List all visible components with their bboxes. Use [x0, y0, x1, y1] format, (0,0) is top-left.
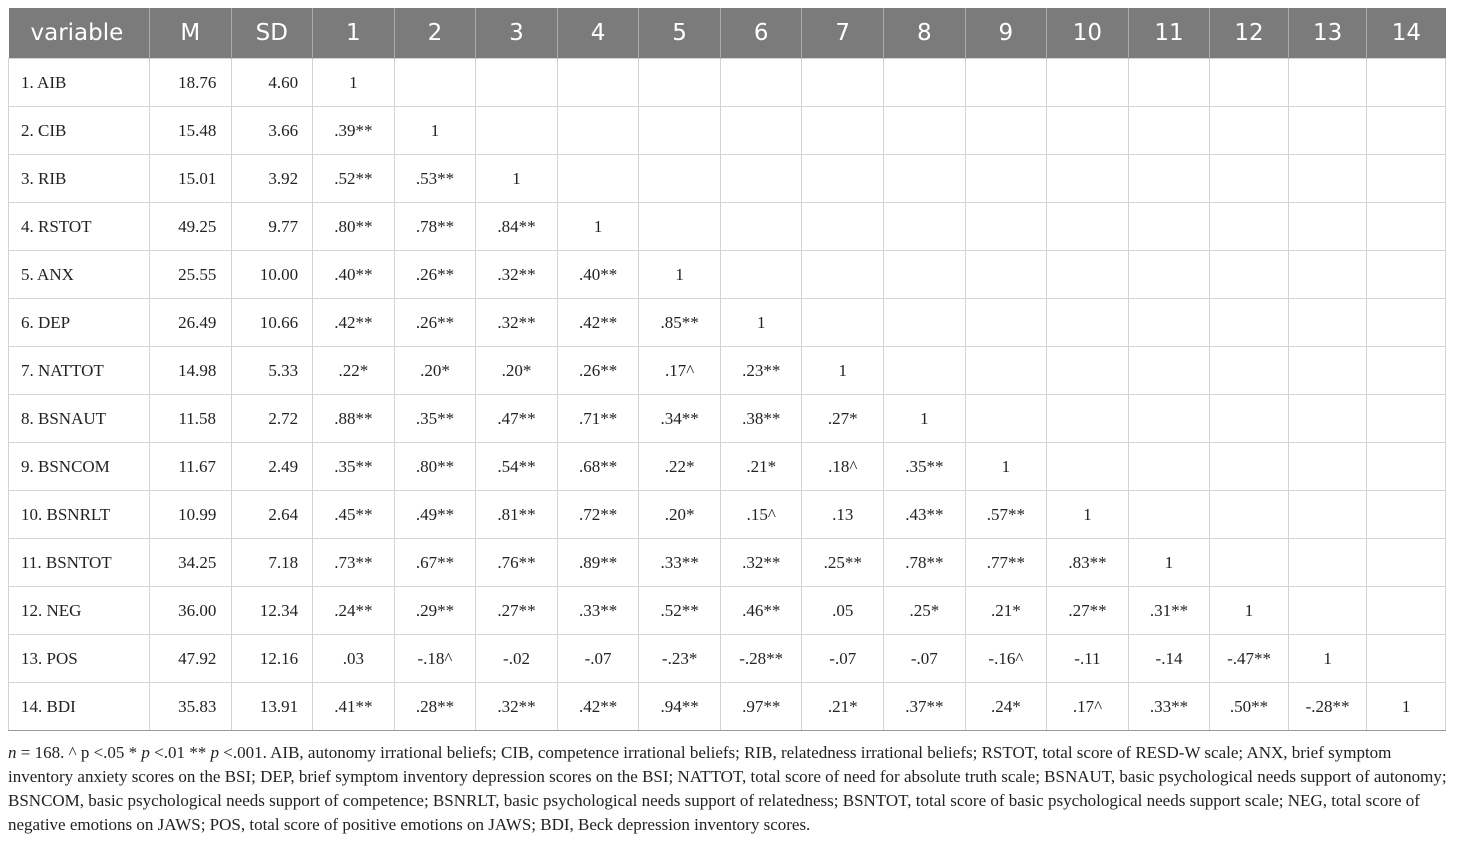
correlation-cell — [802, 107, 884, 155]
correlation-cell: 1 — [394, 107, 476, 155]
sd-cell: 13.91 — [231, 683, 313, 731]
correlation-cell — [1128, 347, 1210, 395]
correlation-cell: .78** — [884, 539, 966, 587]
table-row — [9, 203, 1446, 251]
correlation-cell: .27* — [802, 395, 884, 443]
sd-cell: 3.66 — [231, 107, 313, 155]
correlation-cell: .81** — [476, 491, 558, 539]
correlation-cell — [476, 59, 558, 107]
correlation-cell: .22* — [639, 443, 721, 491]
correlation-cell: -.07 — [802, 635, 884, 683]
correlation-cell — [884, 59, 966, 107]
variable-cell: 13. POS — [9, 635, 150, 683]
correlation-cell: .78** — [394, 203, 476, 251]
variable-cell: 4. RSTOT — [9, 203, 150, 251]
correlation-cell — [1288, 107, 1367, 155]
correlation-cell: .25** — [802, 539, 884, 587]
correlation-cell: .26** — [394, 251, 476, 299]
correlation-cell — [965, 347, 1047, 395]
correlation-cell: .42** — [557, 683, 639, 731]
variable-cell: 8. BSNAUT — [9, 395, 150, 443]
note-text-1: <.01 ** — [149, 743, 211, 762]
correlation-cell — [639, 107, 721, 155]
correlation-cell: .32** — [720, 539, 802, 587]
correlation-cell — [1047, 443, 1129, 491]
correlation-cell — [720, 251, 802, 299]
correlation-cell — [1367, 635, 1446, 683]
variable-cell: 2. CIB — [9, 107, 150, 155]
correlation-cell: .42** — [557, 299, 639, 347]
correlation-cell: .39** — [313, 107, 395, 155]
correlation-cell: .52** — [313, 155, 395, 203]
mean-cell: 49.25 — [149, 203, 231, 251]
variable-cell: 9. BSNCOM — [9, 443, 150, 491]
table-row — [9, 155, 1446, 203]
mean-cell: 14.98 — [149, 347, 231, 395]
correlation-cell: -.28** — [720, 635, 802, 683]
column-header: SD — [231, 8, 313, 59]
correlation-cell: .32** — [476, 251, 558, 299]
correlation-cell: .42** — [313, 299, 395, 347]
correlation-cell — [1288, 155, 1367, 203]
mean-cell: 15.48 — [149, 107, 231, 155]
mean-cell: 34.25 — [149, 539, 231, 587]
column-header: 3 — [476, 8, 558, 59]
correlation-cell — [802, 299, 884, 347]
correlation-cell — [1210, 155, 1289, 203]
column-header: 8 — [884, 8, 966, 59]
correlation-cell: .40** — [557, 251, 639, 299]
correlation-table — [8, 8, 1446, 731]
correlation-cell: .13 — [802, 491, 884, 539]
correlation-cell: .33** — [557, 587, 639, 635]
correlation-cell — [1210, 59, 1289, 107]
correlation-cell — [1210, 443, 1289, 491]
variable-cell: 6. DEP — [9, 299, 150, 347]
correlation-cell: .68** — [557, 443, 639, 491]
correlation-cell — [1288, 539, 1367, 587]
sd-cell: 2.49 — [231, 443, 313, 491]
correlation-cell: -.07 — [557, 635, 639, 683]
correlation-cell — [639, 155, 721, 203]
correlation-cell — [802, 59, 884, 107]
correlation-cell: .20* — [394, 347, 476, 395]
correlation-cell: 1 — [557, 203, 639, 251]
correlation-cell — [1367, 491, 1446, 539]
correlation-cell — [965, 203, 1047, 251]
note-text-2: <.001. AIB, autonomy irrational beliefs; CIB, competence irrational beliefs; RIB, relatedness irrational beliefs; RSTOT, total score of RESD-W scale; ANX, brief symptom inventory anxiety scores on the BSI; DEP, brief symptom inventory depression scores on the BSI; NATTOT, total score of need for absolute truth scale; BSNAUT, basic psychological needs support of autonomy; BSNCOM, basic psychological needs support of competence; BSNRLT, basic psychological needs support of relatedness; BSNTOT, total score of basic psychological needs support scale; NEG, total score of negative emotions on JAWS; POS, total score of positive emotions on JAWS; BDI, Beck depression inventory scores. — [8, 743, 1447, 834]
correlation-cell — [1288, 347, 1367, 395]
correlation-cell — [557, 155, 639, 203]
correlation-cell: .31** — [1128, 587, 1210, 635]
variable-cell: 7. NATTOT — [9, 347, 150, 395]
correlation-cell — [965, 59, 1047, 107]
correlation-cell — [1210, 347, 1289, 395]
table-row — [9, 251, 1446, 299]
correlation-cell — [965, 155, 1047, 203]
sd-cell: 5.33 — [231, 347, 313, 395]
correlation-cell — [1367, 107, 1446, 155]
correlation-cell — [965, 395, 1047, 443]
correlation-cell — [802, 203, 884, 251]
correlation-cell — [639, 203, 721, 251]
correlation-cell — [1128, 59, 1210, 107]
correlation-cell — [884, 203, 966, 251]
correlation-cell — [1288, 443, 1367, 491]
correlation-cell: 1 — [1047, 491, 1129, 539]
sd-cell: 3.92 — [231, 155, 313, 203]
mean-cell: 26.49 — [149, 299, 231, 347]
correlation-cell: 1 — [639, 251, 721, 299]
correlation-cell: 1 — [965, 443, 1047, 491]
table-body — [9, 59, 1446, 731]
mean-cell: 47.92 — [149, 635, 231, 683]
correlation-cell — [1128, 107, 1210, 155]
column-header: 6 — [720, 8, 802, 59]
table-row — [9, 683, 1446, 731]
correlation-cell — [557, 107, 639, 155]
correlation-cell: .84** — [476, 203, 558, 251]
correlation-cell — [1047, 347, 1129, 395]
correlation-cell: .76** — [476, 539, 558, 587]
correlation-cell: .26** — [394, 299, 476, 347]
correlation-cell: .85** — [639, 299, 721, 347]
correlation-cell — [1367, 59, 1446, 107]
correlation-cell — [1210, 251, 1289, 299]
correlation-cell — [1367, 299, 1446, 347]
correlation-cell: .34** — [639, 395, 721, 443]
correlation-cell: .37** — [884, 683, 966, 731]
table-row — [9, 107, 1446, 155]
correlation-cell — [1047, 203, 1129, 251]
correlation-cell — [1288, 203, 1367, 251]
correlation-cell: .57** — [965, 491, 1047, 539]
correlation-cell — [1367, 347, 1446, 395]
column-header: 7 — [802, 8, 884, 59]
correlation-cell: .28** — [394, 683, 476, 731]
sd-cell: 10.00 — [231, 251, 313, 299]
sd-cell: 7.18 — [231, 539, 313, 587]
correlation-cell: 1 — [720, 299, 802, 347]
correlation-cell — [884, 155, 966, 203]
correlation-cell: .83** — [1047, 539, 1129, 587]
correlation-cell — [1367, 587, 1446, 635]
correlation-cell: .29** — [394, 587, 476, 635]
sd-cell: 12.16 — [231, 635, 313, 683]
correlation-cell: 1 — [1210, 587, 1289, 635]
table-row — [9, 539, 1446, 587]
correlation-cell: .38** — [720, 395, 802, 443]
variable-cell: 1. AIB — [9, 59, 150, 107]
correlation-cell: .72** — [557, 491, 639, 539]
correlation-cell: .25* — [884, 587, 966, 635]
correlation-cell: .46** — [720, 587, 802, 635]
correlation-cell: .32** — [476, 683, 558, 731]
mean-cell: 10.99 — [149, 491, 231, 539]
correlation-cell: .35** — [884, 443, 966, 491]
correlation-cell — [1128, 155, 1210, 203]
correlation-cell — [965, 299, 1047, 347]
correlation-cell — [1128, 491, 1210, 539]
table-row — [9, 443, 1446, 491]
correlation-cell — [884, 299, 966, 347]
correlation-cell: .53** — [394, 155, 476, 203]
correlation-cell: .18^ — [802, 443, 884, 491]
note-p1: p — [141, 743, 150, 762]
mean-cell: 35.83 — [149, 683, 231, 731]
column-header: 2 — [394, 8, 476, 59]
correlation-cell: .88** — [313, 395, 395, 443]
correlation-cell: .67** — [394, 539, 476, 587]
correlation-cell: 1 — [476, 155, 558, 203]
correlation-cell: .33** — [639, 539, 721, 587]
correlation-cell: .43** — [884, 491, 966, 539]
correlation-cell: .24** — [313, 587, 395, 635]
correlation-cell — [965, 251, 1047, 299]
correlation-cell — [1367, 203, 1446, 251]
correlation-cell: .73** — [313, 539, 395, 587]
correlation-cell — [802, 155, 884, 203]
correlation-cell: .27** — [1047, 587, 1129, 635]
correlation-cell — [1128, 299, 1210, 347]
correlation-cell: .33** — [1128, 683, 1210, 731]
correlation-cell: .21* — [802, 683, 884, 731]
mean-cell: 18.76 — [149, 59, 231, 107]
mean-cell: 11.67 — [149, 443, 231, 491]
column-header: 12 — [1210, 8, 1289, 59]
correlation-cell — [1367, 395, 1446, 443]
variable-cell: 3. RIB — [9, 155, 150, 203]
column-header: 11 — [1128, 8, 1210, 59]
correlation-cell — [1210, 395, 1289, 443]
correlation-cell — [1047, 395, 1129, 443]
correlation-cell: .97** — [720, 683, 802, 731]
table-row — [9, 635, 1446, 683]
correlation-cell: 1 — [1288, 635, 1367, 683]
column-header: 10 — [1047, 8, 1129, 59]
table-row — [9, 299, 1446, 347]
correlation-cell — [720, 155, 802, 203]
correlation-cell: .80** — [313, 203, 395, 251]
correlation-cell — [1288, 251, 1367, 299]
variable-cell: 14. BDI — [9, 683, 150, 731]
correlation-cell — [1128, 203, 1210, 251]
correlation-cell — [884, 347, 966, 395]
column-header: 14 — [1367, 8, 1446, 59]
correlation-cell: 1 — [313, 59, 395, 107]
correlation-cell: 1 — [884, 395, 966, 443]
correlation-cell: -.47** — [1210, 635, 1289, 683]
correlation-cell — [1288, 299, 1367, 347]
correlation-cell: .94** — [639, 683, 721, 731]
correlation-cell — [1128, 251, 1210, 299]
correlation-cell — [884, 251, 966, 299]
correlation-cell — [1210, 539, 1289, 587]
correlation-cell: .15^ — [720, 491, 802, 539]
sd-cell: 12.34 — [231, 587, 313, 635]
column-header: 1 — [313, 8, 395, 59]
correlation-cell: .20* — [639, 491, 721, 539]
table-row — [9, 587, 1446, 635]
correlation-cell: .49** — [394, 491, 476, 539]
correlation-cell: .22* — [313, 347, 395, 395]
correlation-cell — [1047, 155, 1129, 203]
sd-cell: 4.60 — [231, 59, 313, 107]
table-row — [9, 59, 1446, 107]
sd-cell: 9.77 — [231, 203, 313, 251]
correlation-cell: .52** — [639, 587, 721, 635]
correlation-cell: .41** — [313, 683, 395, 731]
correlation-cell: .54** — [476, 443, 558, 491]
correlation-table-container — [8, 8, 1446, 731]
correlation-cell — [1128, 395, 1210, 443]
correlation-cell: .32** — [476, 299, 558, 347]
mean-cell: 11.58 — [149, 395, 231, 443]
table-row — [9, 395, 1446, 443]
correlation-cell — [1288, 491, 1367, 539]
correlation-cell — [1210, 107, 1289, 155]
column-header: 13 — [1288, 8, 1367, 59]
correlation-cell: -.11 — [1047, 635, 1129, 683]
correlation-cell: .17^ — [639, 347, 721, 395]
correlation-cell — [1367, 443, 1446, 491]
table-header-row — [9, 8, 1446, 59]
correlation-cell: 1 — [1128, 539, 1210, 587]
variable-cell: 11. BSNTOT — [9, 539, 150, 587]
correlation-cell: -.16^ — [965, 635, 1047, 683]
correlation-cell: .71** — [557, 395, 639, 443]
correlation-cell — [1367, 251, 1446, 299]
correlation-cell: -.28** — [1288, 683, 1367, 731]
correlation-cell — [802, 251, 884, 299]
table-row — [9, 491, 1446, 539]
correlation-cell — [1288, 395, 1367, 443]
correlation-cell: .20* — [476, 347, 558, 395]
correlation-cell: .35** — [394, 395, 476, 443]
table-row — [9, 347, 1446, 395]
correlation-cell — [1288, 587, 1367, 635]
correlation-cell — [1367, 539, 1446, 587]
correlation-cell — [1047, 251, 1129, 299]
correlation-cell: 1 — [1367, 683, 1446, 731]
sd-cell: 2.72 — [231, 395, 313, 443]
mean-cell: 15.01 — [149, 155, 231, 203]
correlation-cell: -.14 — [1128, 635, 1210, 683]
correlation-cell: .47** — [476, 395, 558, 443]
correlation-cell: -.02 — [476, 635, 558, 683]
correlation-cell — [1288, 59, 1367, 107]
table-footnote — [8, 741, 1454, 837]
correlation-cell — [1047, 299, 1129, 347]
variable-cell: 5. ANX — [9, 251, 150, 299]
correlation-cell — [1047, 107, 1129, 155]
correlation-cell: -.18^ — [394, 635, 476, 683]
correlation-cell — [394, 59, 476, 107]
correlation-cell: -.07 — [884, 635, 966, 683]
correlation-cell — [557, 59, 639, 107]
correlation-cell: .17^ — [1047, 683, 1129, 731]
correlation-cell: .05 — [802, 587, 884, 635]
correlation-cell: .03 — [313, 635, 395, 683]
column-header: M — [149, 8, 231, 59]
sd-cell: 2.64 — [231, 491, 313, 539]
correlation-cell: 1 — [802, 347, 884, 395]
correlation-cell — [720, 107, 802, 155]
correlation-cell — [1210, 203, 1289, 251]
correlation-cell — [1210, 491, 1289, 539]
column-header: 4 — [557, 8, 639, 59]
correlation-cell: .35** — [313, 443, 395, 491]
correlation-cell: .21* — [965, 587, 1047, 635]
correlation-cell — [884, 107, 966, 155]
correlation-cell: .89** — [557, 539, 639, 587]
correlation-cell: .77** — [965, 539, 1047, 587]
correlation-cell — [476, 107, 558, 155]
correlation-cell: .23** — [720, 347, 802, 395]
column-header: 9 — [965, 8, 1047, 59]
correlation-cell: .26** — [557, 347, 639, 395]
variable-cell: 12. NEG — [9, 587, 150, 635]
correlation-cell — [720, 59, 802, 107]
correlation-cell — [965, 107, 1047, 155]
column-header: 5 — [639, 8, 721, 59]
correlation-cell: .45** — [313, 491, 395, 539]
correlation-cell — [1367, 155, 1446, 203]
column-header: variable — [9, 8, 150, 59]
correlation-cell — [720, 203, 802, 251]
note-n-text: = 168. ^ p <.05 * — [16, 743, 142, 762]
correlation-cell — [1047, 59, 1129, 107]
correlation-cell: .27** — [476, 587, 558, 635]
correlation-cell: .80** — [394, 443, 476, 491]
correlation-cell — [639, 59, 721, 107]
mean-cell: 36.00 — [149, 587, 231, 635]
correlation-cell: -.23* — [639, 635, 721, 683]
mean-cell: 25.55 — [149, 251, 231, 299]
correlation-cell — [1210, 299, 1289, 347]
correlation-cell: .40** — [313, 251, 395, 299]
note-p2: p — [210, 743, 219, 762]
sd-cell: 10.66 — [231, 299, 313, 347]
variable-cell: 10. BSNRLT — [9, 491, 150, 539]
correlation-cell: .21* — [720, 443, 802, 491]
correlation-cell: .24* — [965, 683, 1047, 731]
note-n-label: n — [8, 743, 17, 762]
correlation-cell — [1128, 443, 1210, 491]
correlation-cell: .50** — [1210, 683, 1289, 731]
